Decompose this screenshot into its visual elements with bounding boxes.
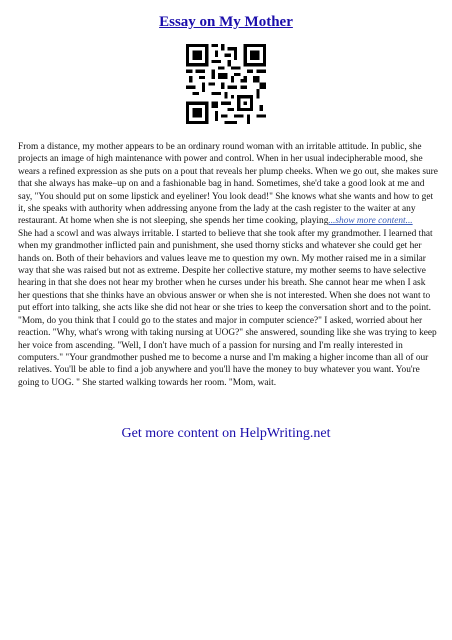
get-more-content-link[interactable]: Get more content on HelpWriting.net — [121, 426, 331, 441]
show-more-link[interactable]: ...show more content... — [328, 216, 413, 227]
essay-paragraph-2: She had a scowl and was always irritable. I started to believe that she took after my grandmother. I learned that when my grandmother inflicted pain and punishment, she used thorny sticks and whatever she could get her hands on. Both of their behaviors and values leave me to question my own. My mother raised me in a similar way that she was raised but not as extreme. Despite her collective stature, my mother seems to have selective hearing in that she does not hear my brother when he curses under his breath. She cannot hear me when I ask her questions that she thinks have an obvious answer or when she is not interested. When she does not want to put effort into talking, she acts like she did not hear or she tries to keep the conversation short and to the point. "Mom, do you think that I could go to the states and major in computer science?" I asked, worried about her reaction. "Why, what's wrong with taking nursing at UOG?" she answered, sounding like she was trying to keep her voice from ascending. "Well, I don't have much of a passion for nursing and I'm really interested in computers." "Your grandmother pushed me to become a nurse and I'm making a higher income than all of our relatives. You'll be able to find a job anywhere and you'll have the money to buy whatever you want. You're going to UOG. " She started walking towards her room. "Mom, wait. — [18, 228, 437, 388]
essay-paragraph-1-text: From a distance, my mother appears to be an ordinary round woman with an irritable attitude. In public, she projects an image of high maintenance with power and control. When in her usual indecipherable mood, she wears a refined expression as she puts on a pout that reveals her plump cheeks. When we go out, she makes sure that she always has make–up on and a fashionable bag in hand. Sometimes, she'd take a good look at me and say, "You should put on some lipstick and eyeliner! You look dead!" She knows what she wants and how to get it, she speaks with authority when addressing anyone from the lady at the cash register to the waiter at any restaurant. At home when she is not sleeping, she spends her time cooking, playing — [18, 142, 438, 227]
essay-paragraph-1 — [18, 141, 438, 228]
essay-body — [18, 141, 438, 389]
page-title[interactable]: Essay on My Mother — [159, 14, 293, 30]
qr-code-icon — [186, 44, 266, 124]
